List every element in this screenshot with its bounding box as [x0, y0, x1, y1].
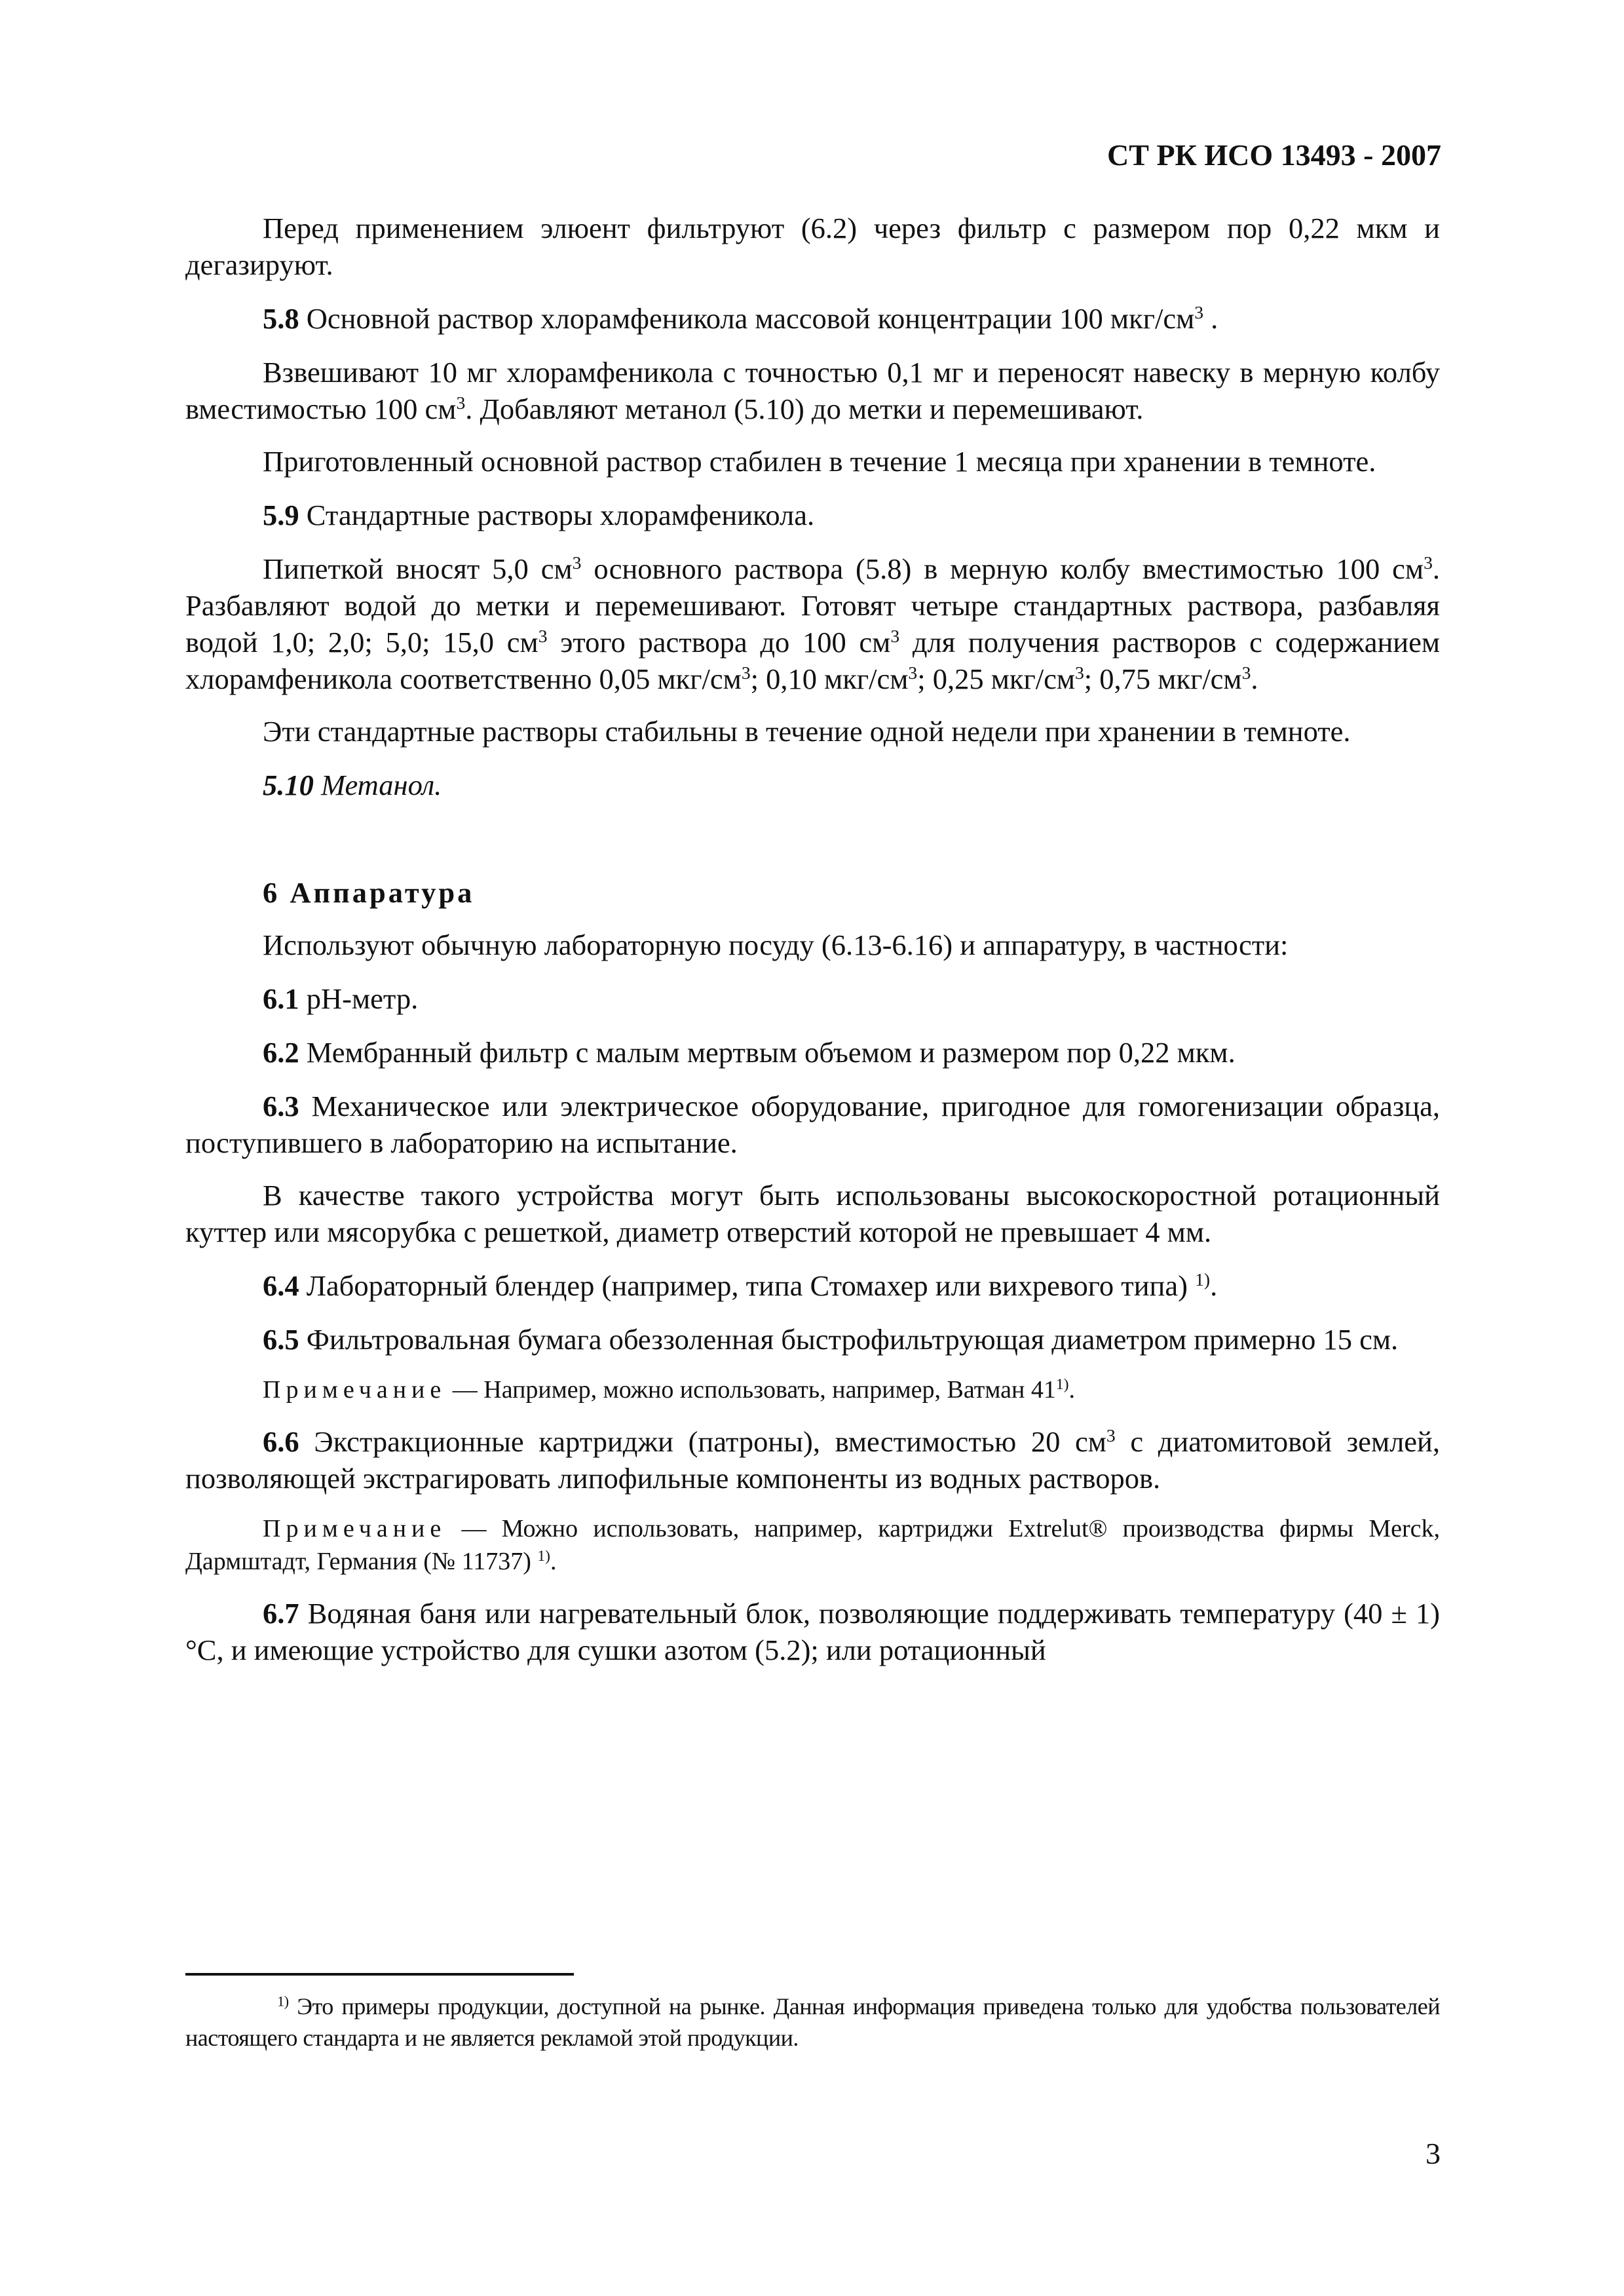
- clause-number: 6.2: [263, 1036, 299, 1069]
- note-whatman: Примечание — Например, можно использовать, например, Ватман 41$^{1)}$.: [263, 1376, 1075, 1404]
- clause-number: 6.7: [263, 1597, 299, 1630]
- clause-6-1: 6.1 рН-метр.: [263, 982, 419, 1015]
- clause-number: 5.8: [263, 302, 299, 335]
- paragraph-stock-stability: Приготовленный основной раствор стабилен в течение 1 месяца при хранении в темноте.: [263, 445, 1376, 478]
- paragraph-eluent-filtering: Перед применением элюент фильтруют (6.2) через фильтр с размером пор 0,22 мкм и дегазируют.: [185, 212, 1440, 281]
- document-body: [185, 210, 1440, 1685]
- clause-number: 5.10: [263, 769, 314, 801]
- note-label: Примечание: [263, 1376, 447, 1404]
- footnote: $^{1)}$ Это примеры продукции, доступной на рынке. Данная информация приведена только для удобства пользователей настоящего стандарта и не является рекламой этой продукции.: [185, 1993, 1440, 2051]
- clause-6-2: 6.2 Мембранный фильтр с малым мертвым объемом и размером пор 0,22 мкм.: [263, 1036, 1236, 1069]
- paragraph-cutter: В качестве такого устройства могут быть использованы высокоскоростной ротационный куттер или мясорубка с решеткой, диаметр отверстий которой не превышает 4 мм.: [185, 1179, 1440, 1248]
- page-number: 3: [1426, 2137, 1441, 2170]
- clause-number: 5.9: [263, 499, 299, 531]
- paragraph-standard-stability: Эти стандартные растворы стабильны в течение одной недели при хранении в темноте.: [263, 715, 1351, 748]
- clause-number: 6.3: [263, 1090, 299, 1122]
- note-extrelut: Примечание — Можно использовать, например, картриджи Extrelut® производства фирмы Merck, Дармштадт, Германия (№ 11737) $^{1)}$.: [185, 1515, 1440, 1575]
- paragraph-apparatus-intro: Используют обычную лабораторную посуду (6.13-6.16) и аппаратуру, в частности:: [263, 928, 1289, 961]
- footnote-separator: [185, 1973, 574, 1976]
- clause-6-4: 6.4 Лабораторный блендер (например, типа Стомахер или вихревого типа) $^{1)}$.: [263, 1269, 1218, 1302]
- clause-number: 6.1: [263, 982, 299, 1015]
- clause-5-8: 5.8 Основной раствор хлорамфеникола массовой концентрации 100 мкг/$см^3$ .: [263, 301, 1218, 335]
- clause-number: 6.4: [263, 1269, 299, 1302]
- clause-6-6: 6.6 Экстракционные картриджи (патроны), вместимостью 20 $см^3$ с диатомитовой землей, позволяющей экстрагировать липофильные компоненты из водных растворов.: [185, 1425, 1440, 1495]
- paragraph-weighing: Взвешивают 10 мг хлорамфеникола с точностью 0,1 мг и переносят навеску в мерную колбу вместимостью 100 $см^3$. Добавляют метанол (5.10) до метки и перемешивают.: [185, 356, 1440, 425]
- clause-6-3: 6.3 Механическое или электрическое оборудование, пригодное для гомогенизации образца, поступившего в лабораторию на испытание.: [185, 1090, 1440, 1159]
- document-header: СТ РК ИСО 13493 - 2007: [1107, 138, 1441, 172]
- note-label: Примечание: [263, 1515, 447, 1542]
- clause-6-7: 6.7 Водяная баня или нагревательный блок, позволяющие поддерживать температуру (40 ± 1) °С, и имеющие устройство для сушки азотом (5.2); или ротационный: [185, 1597, 1440, 1666]
- clause-number: 6.5: [263, 1323, 299, 1356]
- clause-5-10: 5.10 Метанол.: [263, 769, 442, 801]
- clause-6-5: 6.5 Фильтровальная бумага обеззоленная быстрофильтрующая диаметром примерно 15 см.: [263, 1323, 1399, 1356]
- section-heading-apparatus: 6 Аппаратура: [263, 876, 475, 909]
- clause-number: 6.6: [263, 1425, 299, 1458]
- clause-5-9: 5.9 Стандартные растворы хлорамфеникола.: [263, 499, 815, 531]
- paragraph-standard-preparation: Пипеткой вносят 5,0 $см^3$ основного раствора (5.8) в мерную колбу вместимостью 100 $см^3$. Разбавляют водой до метки и перемешивают. Готовят четыре стандартных раствора, разбавляя водой 1,0; 2,0; 5,0; 15,0 $см^3$ этого раствора до 100 $см^3$ для получения растворов с содержанием хлорамфеникола соответственно 0,05 мкг/$см^3$; 0,10 мкг/$см^3$; 0,25 мкг/$см^3$; 0,75 мкг/$см^3$.: [185, 552, 1440, 695]
- footnote-mark: 1): [277, 1993, 289, 2010]
